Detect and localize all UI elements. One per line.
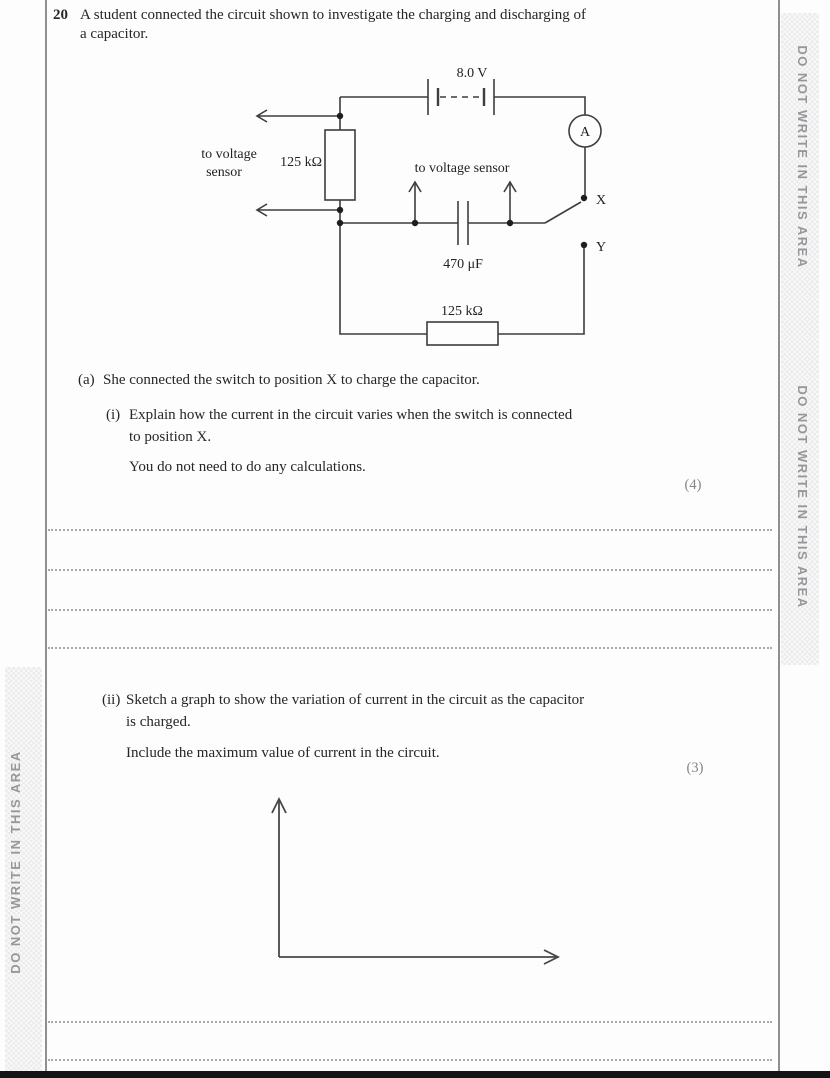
wire: [494, 97, 585, 115]
up-arrow-icon: [504, 182, 516, 220]
left-sensor-label-line2: sensor: [206, 165, 242, 180]
right-page-border: [778, 0, 780, 1071]
answer-line: [48, 569, 772, 571]
resistor-horizontal: [427, 322, 498, 345]
do-not-write-warning: DO NOT WRITE IN THIS AREA: [795, 385, 810, 609]
question-intro-line2: a capacitor.: [80, 26, 149, 42]
up-arrow-icon: [409, 182, 421, 220]
part-a-i-label: (i): [106, 407, 121, 423]
circuit-diagram: [200, 55, 630, 355]
blank-graph-axes: [255, 790, 575, 970]
question-intro-line1: A student connected the circuit shown to investigate the charging and discharging of: [80, 7, 586, 23]
part-a-i-line1: Explain how the current in the circuit varies when the switch is connected: [129, 407, 573, 423]
left-arrow-icon: [257, 204, 340, 216]
wire: [498, 248, 584, 334]
part-a-ii-label: (ii): [102, 692, 121, 708]
junction-dots: [337, 113, 587, 248]
left-margin-strip: [5, 667, 42, 1071]
answer-line: [48, 647, 772, 649]
top-resistor-label: 125 kΩ: [280, 155, 322, 170]
part-a-i-note: You do not need to do any calculations.: [129, 459, 366, 475]
battery-voltage-label: 8.0 V: [456, 66, 488, 81]
page-bottom-edge: [0, 1071, 830, 1078]
left-arrow-icon: [257, 110, 340, 122]
part-a-ii-note: Include the maximum value of current in the circuit.: [126, 745, 440, 761]
bottom-resistor-label: 125 kΩ: [441, 304, 483, 319]
part-a-i-marks: (4): [684, 477, 702, 493]
part-a-text: She connected the switch to position X to charge the capacitor.: [103, 372, 480, 388]
switch-lever: [545, 202, 581, 223]
capacitor-label: 470 μF: [443, 257, 483, 272]
mid-sensor-label: to voltage sensor: [414, 161, 510, 176]
battery-icon: [428, 79, 494, 115]
capacitor-icon: [458, 201, 468, 245]
switch-y-label: Y: [596, 240, 607, 255]
resistor-vertical: [325, 130, 355, 200]
left-page-border: [45, 0, 47, 1071]
answer-line: [48, 1021, 772, 1023]
question-number: 20: [53, 7, 68, 23]
part-a-i-line2: to position X.: [129, 429, 212, 445]
do-not-write-warning: DO NOT WRITE IN THIS AREA: [8, 750, 23, 974]
switch-x-label: X: [596, 193, 607, 208]
right-margin-strip: [781, 13, 819, 665]
part-a-label: (a): [78, 372, 95, 388]
part-a-ii-marks: (3): [686, 760, 704, 776]
ammeter-label: A: [579, 125, 591, 140]
do-not-write-warning: DO NOT WRITE IN THIS AREA: [795, 45, 810, 269]
part-a-ii-line1: Sketch a graph to show the variation of current in the circuit as the capacitor: [126, 692, 585, 708]
answer-line: [48, 529, 772, 531]
part-a-ii-line2: is charged.: [126, 714, 191, 730]
answer-line: [48, 1059, 772, 1061]
left-sensor-label-line1: to voltage: [201, 147, 257, 162]
answer-line: [48, 609, 772, 611]
